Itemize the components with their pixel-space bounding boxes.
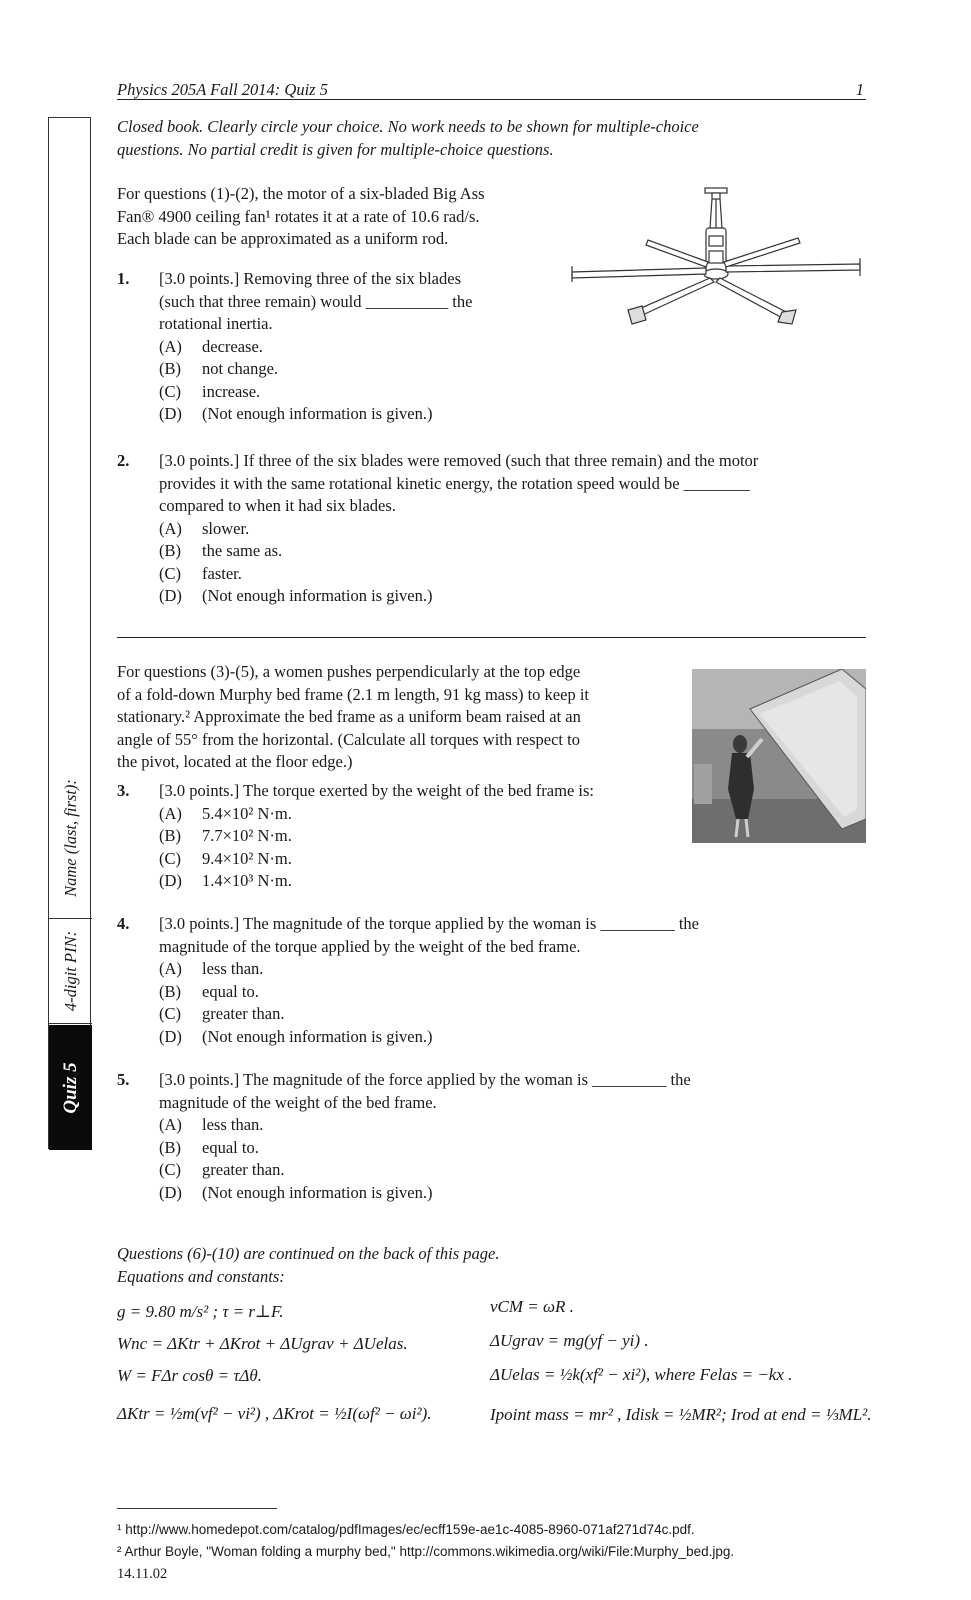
header-title: Physics 205A Fall 2014: Quiz 5 [117,80,328,99]
page-number: 1 [855,80,864,99]
intro-line: of a fold-down Murphy bed frame (2.1 m length, 91 kg mass) to keep it [117,684,589,704]
intro-line: the pivot, located at the floor edge.) [117,752,353,771]
q5-option-c[interactable]: (C) greater than. [159,1160,285,1179]
instructions-line: questions. No partial credit is given for multiple-choice questions. [117,139,554,159]
murphy-bed-photo [692,669,866,843]
q3-option-b[interactable]: (B) 7.7×10² N·m. [159,826,292,845]
continued-note: Questions (6)-(10) are continued on the back of this page. [117,1244,500,1263]
q2-stem: compared to when it had six blades. [159,496,396,515]
name-field[interactable] [49,118,92,919]
q3-stem: [3.0 points.] The torque exerted by the weight of the bed frame is: [159,781,594,800]
q5-option-d[interactable]: (D) (Not enough information is given.) [159,1182,433,1202]
q1-stem: [3.0 points.] Removing three of the six blades [159,269,461,288]
intro-line: For questions (1)-(2), the motor of a six-bladed Big Ass [117,184,485,203]
q2-stem: provides it with the same rotational kinetic energy, the rotation speed would be ________ [159,473,750,493]
q4-option-a[interactable]: (A) less than. [159,959,264,978]
intro-line: Each blade can be approximated as a uniform rod. [117,229,449,248]
q5-option-b[interactable]: (B) equal to. [159,1137,259,1157]
q3-body [159,780,594,893]
intro-line: angle of 55° from the horizontal. (Calculate all torques with respect to [117,729,580,749]
q1-stem: (such that three remain) would __________ the [159,291,473,311]
equation: ΔUelas = ½k(xf² − xi²), where Felas = −kx . [490,1365,793,1384]
intro-line: Fan® 4900 ceiling fan¹ rotates it at a rate of 10.6 rad/s. [117,206,480,226]
q1-option-b[interactable]: (B) not change. [159,359,279,378]
q2-option-d[interactable]: (D) (Not enough information is given.) [159,586,433,605]
q5-body [159,1069,691,1204]
section-divider [117,637,866,638]
q5-number: 5. [117,1070,130,1089]
intro-line: stationary.² Approximate the bed frame as a uniform beam raised at an [117,707,581,726]
equation: ΔUgrav = mg(yf − yi) . [490,1331,649,1350]
q4-stem: [3.0 points.] The magnitude of the torque applied by the woman is _________ the [159,914,699,933]
ceiling-fan-image [570,186,870,326]
q1-body [159,268,472,426]
equations-heading: Equations and constants: [117,1267,285,1286]
q5-stem: [3.0 points.] The magnitude of the force applied by the woman is _________ the [159,1070,691,1089]
q4-option-b[interactable]: (B) equal to. [159,981,259,1001]
quiz-label-box [49,1025,92,1150]
q2-body [159,450,758,608]
q4-stem: magnitude of the torque applied by the weight of the bed frame. [159,936,581,956]
q5-stem: magnitude of the weight of the bed frame. [159,1092,437,1112]
equation: Ipoint mass = mr² , Idisk = ½MR²; Irod at end = ⅓ML². [490,1405,872,1424]
equation: g = 9.80 m/s² ; τ = r⊥F. [117,1302,284,1321]
q1-option-a[interactable]: (A) decrease. [159,336,263,356]
q3-option-c[interactable]: (C) 9.4×10² N·m. [159,848,292,868]
equations-right [490,1290,872,1432]
equation: Wnc = ΔKtr + ΔKrot + ΔUgrav + ΔUelas. [117,1334,408,1353]
equations-left [117,1296,432,1430]
q2-stem: [3.0 points.] If three of the six blades were removed (such that three remain) and the motor [159,451,759,470]
q2-option-c[interactable]: (C) faster. [159,563,242,583]
instructions [117,116,699,161]
quiz-label: Quiz 5 [59,1061,81,1114]
q1-stem: rotational inertia. [159,314,273,333]
page-header [117,80,866,100]
doc-code: 14.11.02 [117,1566,168,1582]
footnote-rule [117,1508,277,1509]
name-pin-sidebar [48,117,91,1149]
q4-number: 4. [117,914,130,933]
footnotes [117,1519,734,1585]
q1-option-c[interactable]: (C) increase. [159,381,261,401]
q2-option-b[interactable]: (B) the same as. [159,541,283,560]
instructions-line: Closed book. Clearly circle your choice. No work needs to be shown for multiple-choice [117,117,699,136]
q2-option-a[interactable]: (A) slower. [159,518,250,538]
name-label: Name (last, first): [60,779,80,897]
q4-option-c[interactable]: (C) greater than. [159,1004,285,1023]
q5-option-a[interactable]: (A) less than. [159,1115,264,1134]
intro-line: For questions (3)-(5), a women pushes perpendicularly at the top edge [117,662,581,681]
equation: W = FΔr cosθ = τΔθ. [117,1366,263,1385]
q3-number: 3. [117,781,130,800]
q3-option-d[interactable]: (D) 1.4×10³ N·m. [159,871,292,890]
pin-label: 4-digit PIN: [60,930,80,1012]
q3-option-a[interactable]: (A) 5.4×10² N·m. [159,803,292,823]
equation: ΔKtr = ½m(vf² − vi²) , ΔKrot = ½I(ωf² − ωi²). [117,1404,432,1423]
q4-option-d[interactable]: (D) (Not enough information is given.) [159,1026,433,1046]
equation: vCM = ωR . [490,1297,574,1316]
q4-body [159,913,699,1048]
pin-field[interactable] [49,919,92,1024]
q1-option-d[interactable]: (D) (Not enough information is given.) [159,404,433,423]
q1-number: 1. [117,269,130,288]
intro-fan [117,183,485,251]
q2-number: 2. [117,451,130,470]
footnote-2: ² Arthur Boyle, "Woman folding a murphy bed," http://commons.wikimedia.org/wiki/File:Murphy_bed.jpg. [117,1544,735,1559]
intro-bed [117,661,589,774]
footnote-1: ¹ http://www.homedepot.com/catalog/pdfImages/ec/ecff159e-ae1c-4085-8960-071af271d74c.pdf. [117,1522,695,1537]
